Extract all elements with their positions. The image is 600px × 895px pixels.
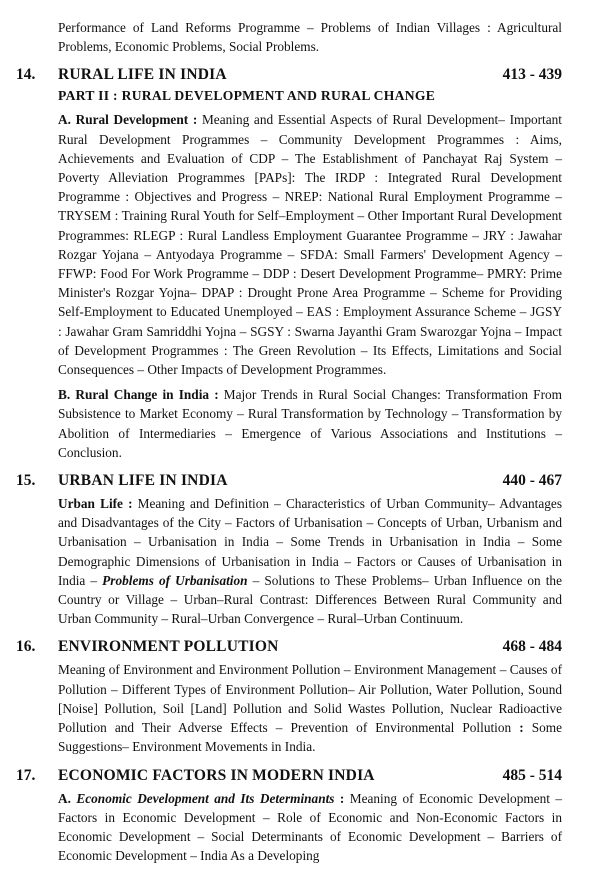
chapter-title: RURAL LIFE IN INDIA	[58, 66, 227, 84]
chapter-15-heading	[16, 472, 562, 490]
emphasized-text: Problems of Urbanisation	[102, 572, 248, 588]
section-urban-life	[58, 494, 562, 628]
section-lead: Urban Life :	[58, 496, 133, 512]
chapter-17-heading	[16, 767, 562, 785]
chapter-14-heading	[16, 66, 562, 84]
chapter-pages: 485 - 514	[502, 766, 562, 784]
chapter-title: URBAN LIFE IN INDIA	[58, 472, 228, 490]
chapter-pages: 413 - 439	[502, 66, 562, 84]
chapter-16-heading	[16, 638, 562, 656]
section-lead: B. Rural Change in India :	[58, 387, 219, 403]
intro-paragraph: Performance of Land Reforms Programme – Problems of Indian Villages : Agricultural Problems, Economic Problems, Social Problems.	[58, 20, 562, 55]
emphasized-text: Economic Development and Its Determinants	[76, 790, 335, 806]
section-text-cont: Some Suggestions– Environment Movements in India.	[58, 720, 562, 755]
part-heading: PART II : RURAL DEVELOPMENT AND RURAL CHANGE	[58, 88, 436, 104]
section-text: Meaning and Definition – Characteristics of Urban Community– Advantages and Disadvantages of the City – Factors of Urbanisation – Concepts of Urban, Urbanism and Urbanisation – Urbanisation in India – Some Trends in Urbanisation in India – Some Demographic Dimensions of Urbanisation in India – Factors or Causes of Urbanisation in India –	[58, 496, 562, 588]
section-lead: A. Rural Development :	[58, 112, 198, 128]
chapter-pages: 468 - 484	[502, 638, 562, 656]
section-economic-development	[58, 789, 562, 866]
section-rural-development	[58, 110, 562, 379]
chapter-number: 17.	[16, 766, 36, 784]
section-lead: A.	[58, 790, 71, 806]
section-environment	[58, 660, 562, 756]
chapter-number: 16.	[16, 638, 36, 656]
section-text-cont: – Solutions to These Problems– Urban Influence on the Country or Village – Urban–Rural Contrast: Differences Between Rural Community and Urban Community – Rural–Urban Convergence – Rural–Urban Continuum.	[58, 572, 562, 627]
chapter-title: ENVIRONMENT POLLUTION	[58, 638, 279, 656]
section-text: Major Trends in Rural Social Changes: Transformation From Subsistence to Market Economy – Rural Transformation by Technology – Transformation by Abolition of Intermediaries – Emergence of Various Associations and Institutions – Conclusion.	[58, 387, 562, 460]
section-text: Meaning of Economic Development – Factors in Economic Development – Role of Economic and Non-Economic Factors in Economic Development – Social Determinants of Economic Development – Barriers of Economic Development – India As a Developing	[58, 790, 563, 864]
chapter-title: ECONOMIC FACTORS IN MODERN INDIA	[58, 766, 375, 784]
section-text: Meaning of Environment and Environment Pollution – Environment Management – Causes of Pollution – Different Types of Environment Pollution– Air Pollution, Water Pollution, Sound [Noise] Pollution, Soil [Land] Pollution and Solid Wastes Pollution, Nuclear Radioactive Pollution and Their Adverse Effects – Prevention of Environmental Pollution	[58, 662, 562, 736]
bold-colon: :	[511, 720, 532, 736]
chapter-number: 14.	[16, 66, 36, 84]
section-text: Meaning and Essential Aspects of Rural Development– Important Rural Development Programmes – Community Development Programmes : Aims, Achievements and Evaluation of CDP – The Establishment of Panchayat Raj System – Poverty Alleviation Programmes [PAPs]: The IRDP : Integrated Rural Development Programme : Objectives and Progress – NREP: National Rural Employment Programme – TRYSEM : Training Rural Youth for Self–Employment – Other Important Rural Development Programmes: RLEGP : Rural Landless Employment Guarantee Programme – JRY : Jawahar Rozgar Yojana – Antyodaya Programme – SFDA: Small Farmers' Development Agency – FFWP: Food For Work Programme – DDP : Desert Development Programme– PMRY: Prime Minister's Rozgar Yojna– DPAP : Drought Prone Area Programme – Scheme for Providing Self-Employment to Educated Unemployed – EAS : Employment Assurance Scheme – JGSY : Jawahar Gram Samriddhi Yojna – SGSY : Swarna Jayanthi Gram Swarozgar Yojna – Impact of Development Programmes : The Green Revolution – Its Effects, Limitations and Social Consequences – Other Impacts of Development Programmes.	[58, 112, 562, 378]
section-lead-colon: :	[334, 790, 345, 806]
chapter-pages: 440 - 467	[502, 472, 562, 490]
section-rural-change	[58, 385, 562, 462]
chapter-number: 15.	[16, 472, 36, 490]
